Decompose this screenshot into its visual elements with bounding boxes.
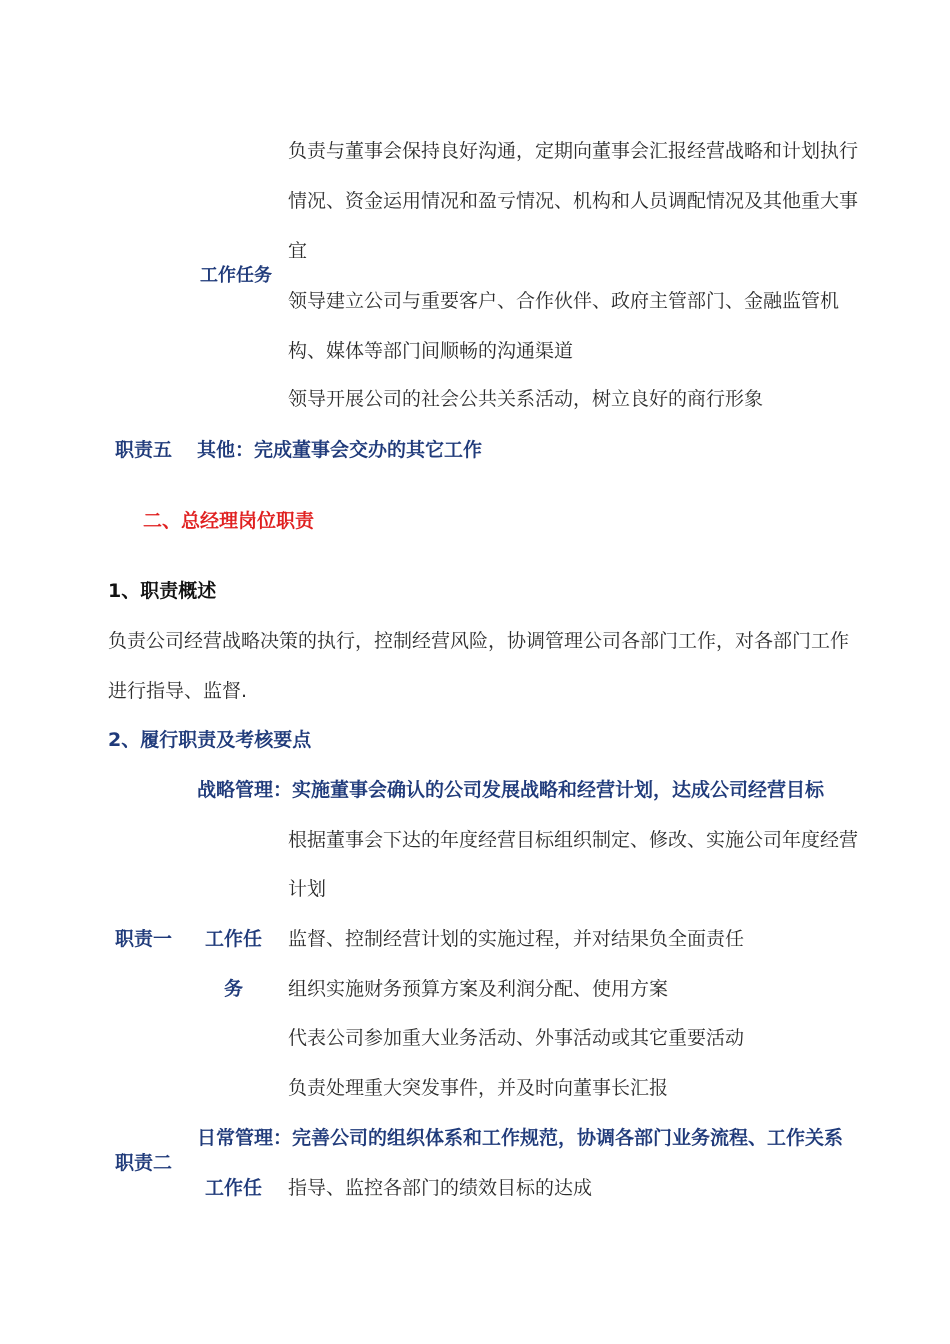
task-label: 务 bbox=[224, 978, 244, 1000]
task-line: 根据董事会下达的年度经营目标组织制定、修改、实施公司年度经营 bbox=[288, 829, 859, 851]
duty2-heading: 日常管理：完善公司的组织体系和工作规范，协调各部门业务流程、工作关系 bbox=[197, 1127, 844, 1149]
overview-title: 1、职责概述 bbox=[108, 580, 217, 602]
duty5-label: 职责五 bbox=[115, 439, 173, 461]
task-label: 工作任 bbox=[205, 928, 263, 950]
duty1-label: 职责一 bbox=[115, 928, 173, 950]
duty2-label: 职责二 bbox=[115, 1152, 173, 1174]
duty5-text: 其他：完成董事会交办的其它工作 bbox=[197, 439, 483, 461]
task-line: 监督、控制经营计划的实施过程，并对结果负全面责任 bbox=[288, 928, 745, 950]
task-line: 情况、资金运用情况和盈亏情况、机构和人员调配情况及其他重大事 bbox=[288, 190, 859, 212]
task-line: 组织实施财务预算方案及利润分配、使用方案 bbox=[288, 978, 669, 1000]
task-line: 计划 bbox=[288, 878, 327, 900]
task-label: 工作任 bbox=[205, 1177, 263, 1199]
overview-line: 进行指导、监督. bbox=[108, 680, 248, 702]
task-line: 构、媒体等部门间顺畅的沟通渠道 bbox=[288, 340, 574, 362]
section-heading: 二、总经理岗位职责 bbox=[143, 510, 315, 532]
points-title: 2、履行职责及考核要点 bbox=[108, 729, 312, 751]
task-line: 负责处理重大突发事件，并及时向董事长汇报 bbox=[288, 1077, 669, 1099]
task-line: 领导建立公司与重要客户、合作伙伴、政府主管部门、金融监管机 bbox=[288, 290, 840, 312]
task-label: 工作任务 bbox=[200, 265, 272, 286]
duty1-heading: 战略管理：实施董事会确认的公司发展战略和经营计划，达成公司经营目标 bbox=[197, 779, 825, 801]
overview-line: 负责公司经营战略决策的执行，控制经营风险，协调管理公司各部门工作，对各部门工作 bbox=[108, 630, 850, 652]
task-line: 领导开展公司的社会公共关系活动，树立良好的商行形象 bbox=[288, 388, 764, 410]
task-line: 指导、监控各部门的绩效目标的达成 bbox=[288, 1177, 593, 1199]
task-line: 负责与董事会保持良好沟通，定期向董事会汇报经营战略和计划执行 bbox=[288, 140, 859, 162]
task-line: 代表公司参加重大业务活动、外事活动或其它重要活动 bbox=[288, 1027, 745, 1049]
task-line: 宜 bbox=[288, 240, 308, 262]
